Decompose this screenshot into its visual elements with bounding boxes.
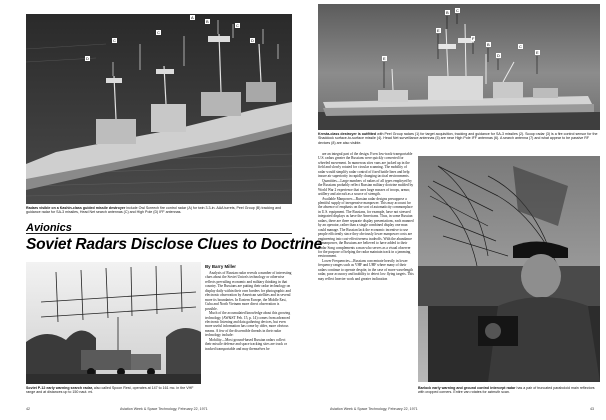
caption-lead: Soviet P-12 early warning search radar, [26, 386, 93, 390]
photo-label: B [206, 19, 209, 24]
kresta-photo-caption [318, 132, 600, 145]
photo-label: C [236, 23, 239, 28]
spoon-rest-radar-photo [26, 262, 201, 384]
caption-lead: Barlock early warning and ground control intercept radar [418, 386, 516, 390]
footer-page-number: 42 [26, 407, 30, 411]
photo-label: D [86, 56, 89, 61]
body-paragraph: Available Manpower—Russian radar designs presuppose a plentiful supply of inexpensive manpower. This may account for the absence of emphasis on the sort of automaticity commonplace in U.S. equipment. The Russians, for example, have not stressed integrated displays as have the Americans. Thus, in some Russian radars, there are three separate display presentations, each manned by an operator, rather than a single combined display one man could manage. The Russian lack the economic incentive to use people efficiently since they obviously lower manpower costs are engineering into cost-effectiveness tradeoffs. With the abundance of manpower, the Russians are believed to have added to their Radar Song complements a man who serves as a visual observer for the purpose of helping the radar maintain track in a jamming environment. [318, 196, 414, 259]
body-paragraph: Mobility—Most ground-based Russian radars collect their missile defense and space tracking sites are truck or tracked transportable and may themselves be [205, 337, 287, 351]
article-headline: Soviet Radars Disclose Clues to Doctrine [26, 236, 323, 253]
photo-label: C [113, 38, 116, 43]
photo-label: E [536, 50, 539, 55]
footer-page-number: 43 [590, 407, 594, 411]
barlock-radar-photo [418, 156, 600, 382]
footer-source: Aviation Week & Space Technology, February 22, 1971 [120, 407, 208, 411]
photo-label: B [446, 10, 449, 15]
article-body-right [318, 152, 414, 404]
article-body-left [205, 271, 292, 399]
section-rule [26, 233, 292, 234]
caption-lead: Radars visible on a Kashin-class guided missile destroyer [26, 206, 126, 210]
photo-label: B [487, 42, 490, 47]
photo-label: E [437, 28, 440, 33]
photo-label: E [383, 56, 386, 61]
spoon-rest-caption [26, 386, 201, 395]
body-paragraph: Quantities—Large numbers of radars of all types employed by the Russians probably reflect Russian military doctrine molded by World War 2 experience that uses large masses of troops, armor, artillery and aircraft as a source of strength. [318, 178, 414, 197]
photo-label: C [519, 44, 522, 49]
body-paragraph: Analysis of Russian radar reveals a number of interesting clues about the Soviet Union's technology or otherwise reflects prevailing economic and military thinking in that country. The Russians are putting their radar technology on display daily within their own borders for photographic and electronic observation by American satellites and in several more its boundaries. In Eastern Europe, the Middle East, Cuba and North Vietnam more direct observation is possible. [205, 271, 292, 311]
caption-text: has a pair of truncated paraboloid main reflectors with cropped corners. Entire van rotates for azimuth scan. [418, 386, 595, 395]
photo-label: D [251, 38, 254, 43]
section-label: Avionics [26, 222, 72, 234]
kashin-photo-caption [26, 206, 292, 215]
body-paragraph: Much of the accumulated knowledge about this growing technology (AW&ST Feb. 15, p. 14) comes from advanced electronic listening and data gathering devices, but even more useful information has come by older, more obvious means. A few of the discernible threads in their radar technology include: [205, 311, 291, 338]
body-paragraph: are an integral part of the design. Even low-track-transportable U.S. radars greater the Russians were quickly converted for wheeled movement. In numerous sites vans are jacked up in the field and slowly rotated for circular scanning. The mobility of radar would simplify radar control of fixed battle lines and help insure air superiority in rapidly changing tactical environments. [318, 152, 413, 179]
photo-label: A [191, 15, 194, 20]
photo-label: F [472, 36, 475, 41]
body-paragraph: Lower Frequencies—Russians concentrate heavily in lower frequency ranges such as VHF and UHF where many of their radars continue to operate despite, in the case of more wavelength radar, poor accuracy and inability to detect low flying targets. This may reflect heavier work and greater inclination [318, 258, 414, 281]
caption-text: with Peel Group radars (1) for target acquisition, tracking and guidance for SA-3 missiles (2). Scoop radar (3) is a fire control sensor for the Shaddock surface-to-surface missile (4). Head Net surveillance antennas (5) are near High Pole IFF antennas (6). A search antenna (7) and what appear to be passive RF devices (8) are also visible. [318, 132, 598, 145]
footer-source: Aviation Week & Space Technology, February 22, 1971 [330, 407, 418, 411]
barlock-caption [418, 386, 600, 395]
caption-lead: Kresta-class destroyer is outfitted [318, 132, 377, 136]
caption-text: include Owl Screech fire control radar (A) for twin 3.3-in. AAA turrets, Peel Group (B) tracking and guidance radar for SA-3 missiles, Head Net search antennas (C) and High Pole (D) IFF antennas. [26, 206, 282, 215]
caption-text: also called Spoon Rest, operates at 147 to 161 mc. in the VHF range and at distances up to 150 naut. mi. [26, 386, 194, 395]
photo-label: C [456, 8, 459, 13]
photo-label: D [497, 53, 500, 58]
photo-label: C [157, 30, 160, 35]
byline: By Barry Miller [205, 264, 236, 269]
